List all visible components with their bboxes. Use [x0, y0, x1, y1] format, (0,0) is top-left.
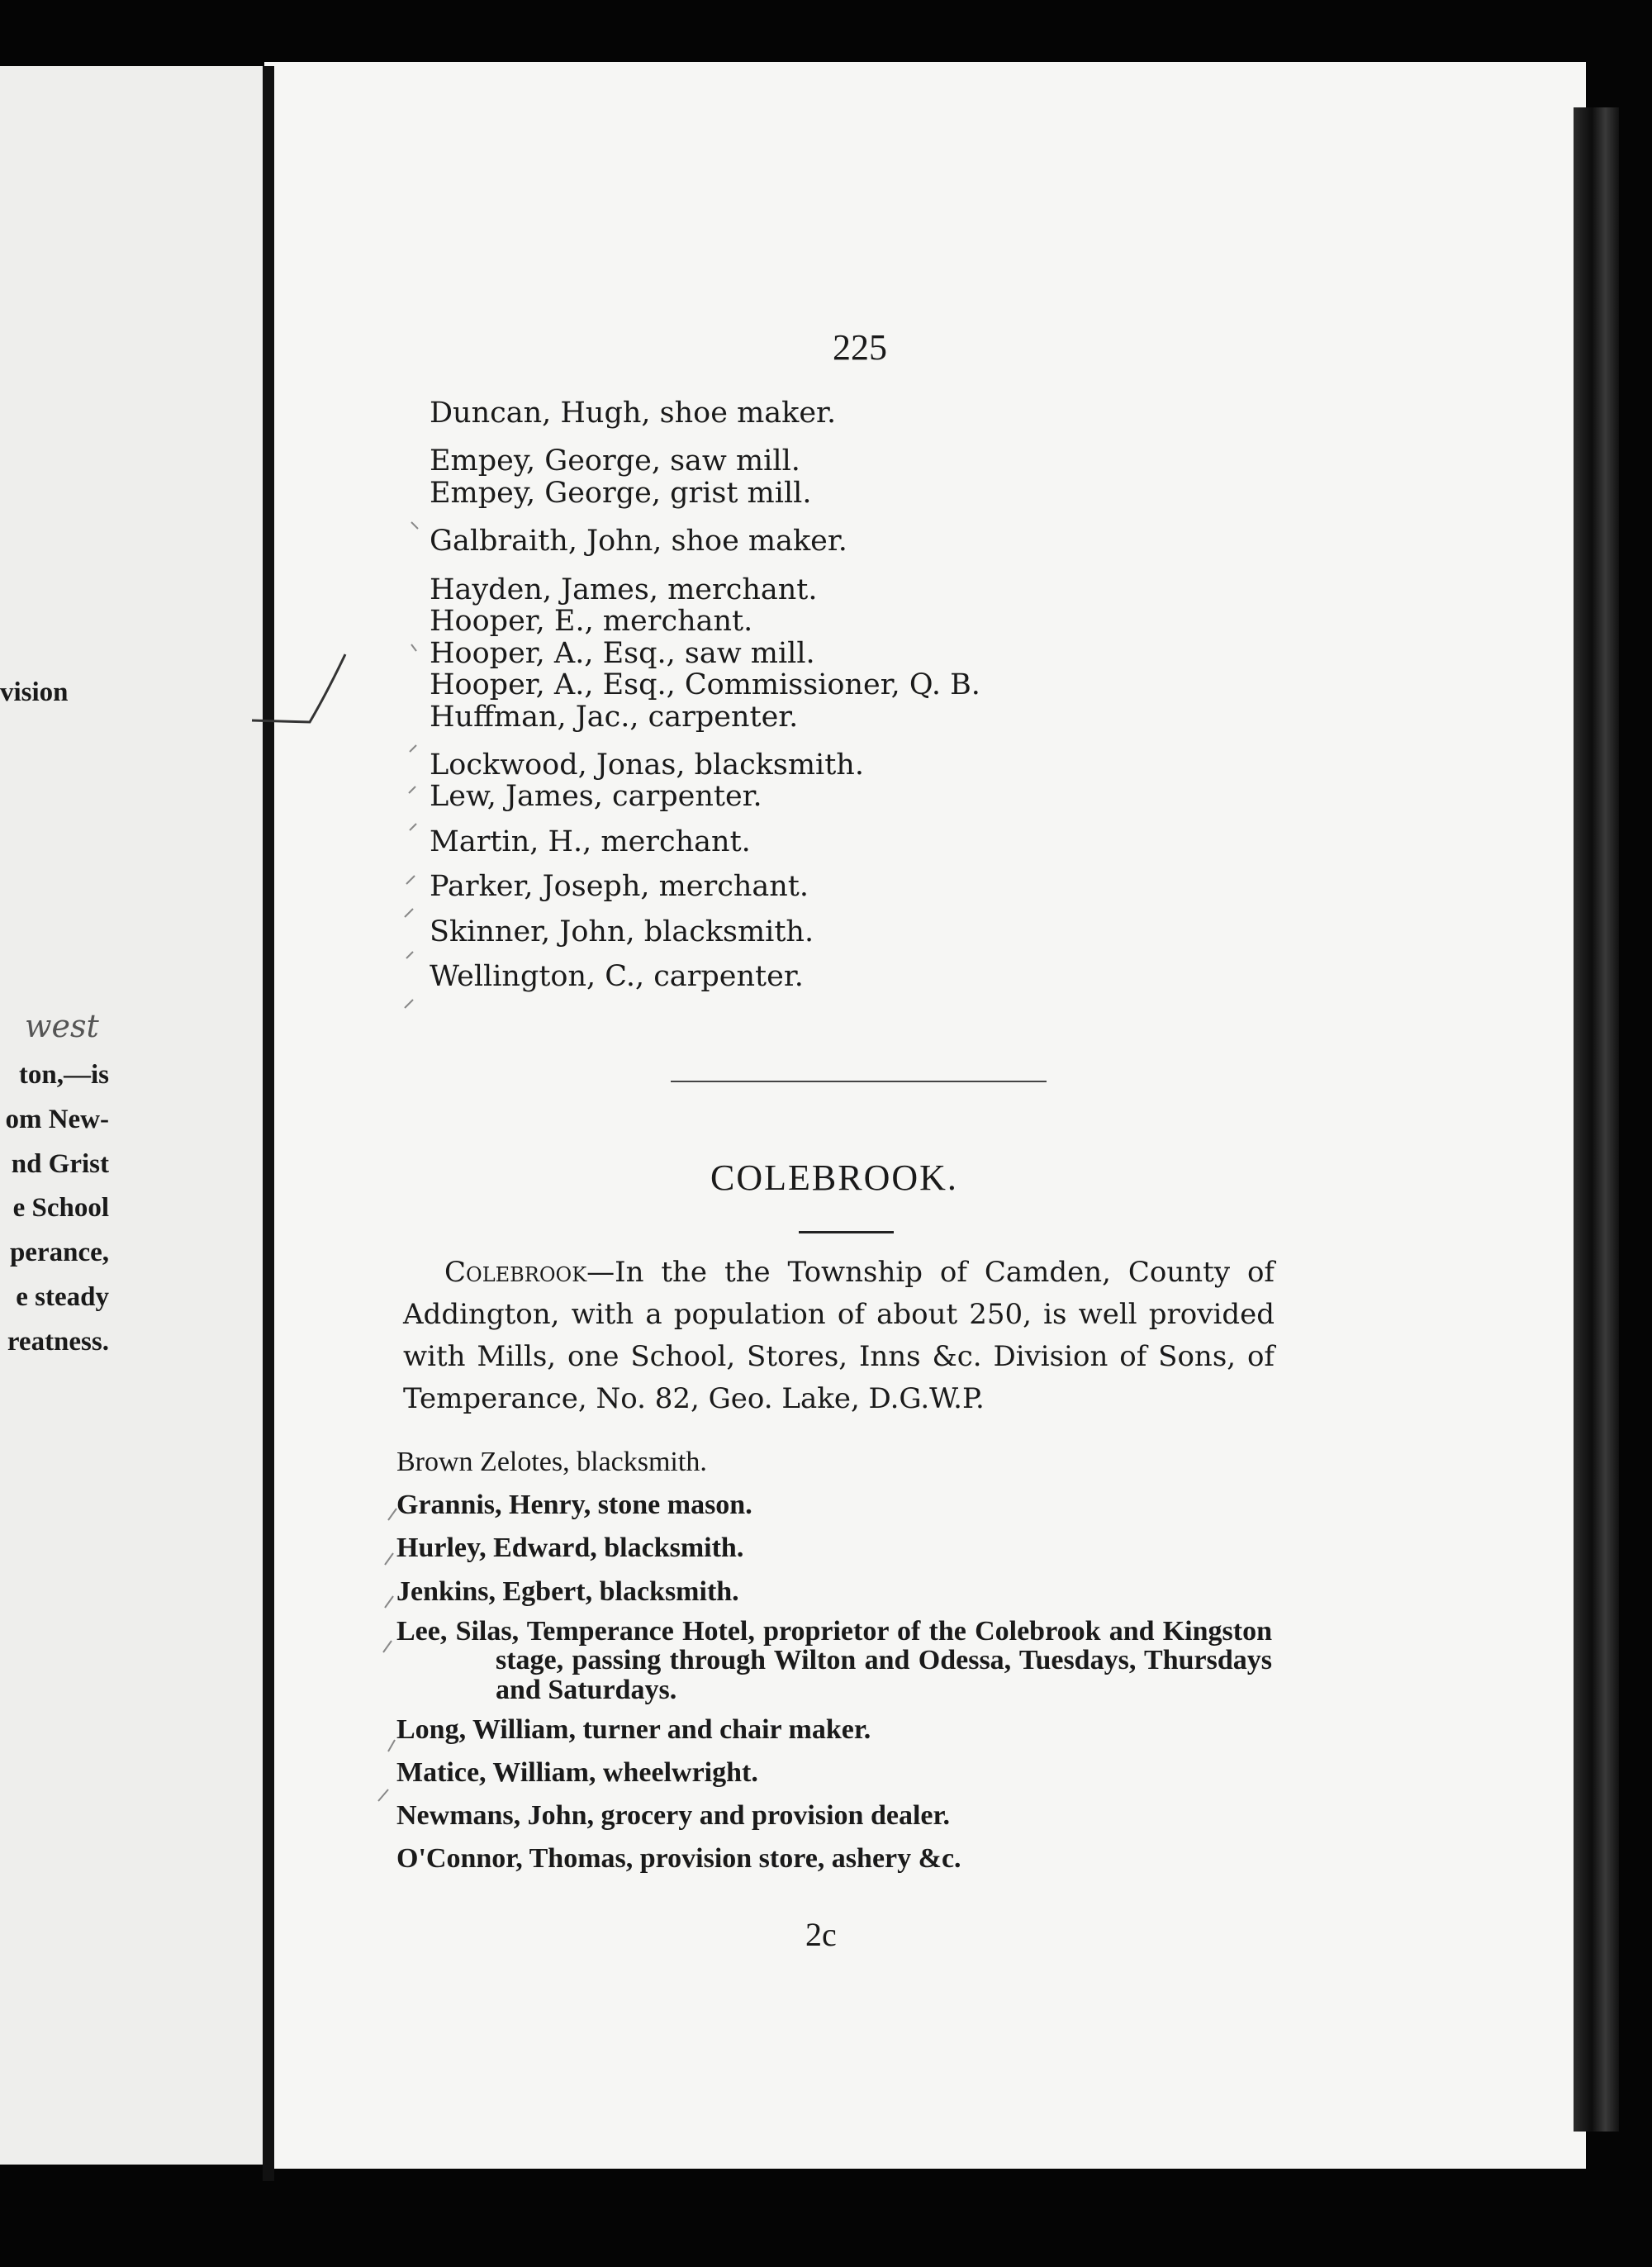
directory-list-upper [430, 395, 1024, 1000]
list-item: Galbraith, John, shoe maker. [430, 525, 847, 558]
facing-page-line: perance, [9, 1238, 109, 1268]
facing-page-line: ton,—is [18, 1060, 109, 1090]
list-item: Matice, William, wheelwright. [396, 1757, 758, 1788]
signature-mark: 2c [805, 1916, 837, 1953]
section-intro [403, 1252, 1275, 1420]
list-item: Martin, H., merchant. [430, 825, 751, 858]
tick-marks [363, 512, 430, 1834]
list-item: Newmans, John, grocery and provision dealer. [396, 1800, 950, 1832]
directory-list-lower [396, 1444, 1272, 1884]
facing-page-line: e School [12, 1193, 109, 1224]
handwritten-annotation: west [25, 1008, 99, 1044]
list-item: Jenkins, Egbert, blacksmith. [396, 1575, 739, 1607]
list-item: Hooper, A., Esq., saw mill. [430, 636, 815, 670]
facing-page-line: nd Grist [11, 1148, 109, 1179]
list-item: Hooper, A., Esq., Commissioner, Q. B. [430, 668, 980, 702]
list-item: Empey, George, saw mill. [430, 444, 800, 478]
section-divider [671, 1081, 1047, 1082]
list-item: Hurley, Edward, blacksmith. [396, 1533, 744, 1564]
list-item: Wellington, C., carpenter. [430, 960, 804, 994]
list-item: Huffman, Jac., carpenter. [430, 700, 799, 734]
list-item: Hayden, James, merchant. [430, 573, 818, 606]
list-item: Lee, Silas, Temperance Hotel, proprietor of the Colebrook and Kingston stage, passing through Wilton and Odessa, Tuesdays, Thursdays and Saturdays. [396, 1615, 1272, 1706]
list-item: Skinner, John, blacksmith. [430, 915, 814, 948]
list-item: Lockwood, Jonas, blacksmith. [430, 748, 864, 782]
list-item: Long, William, turner and chair maker. [396, 1713, 871, 1745]
list-item: O'Connor, Thomas, provision store, ashery &c. [396, 1843, 961, 1875]
list-item: Brown Zelotes, blacksmith. [396, 1447, 707, 1477]
list-item: Grannis, Henry, stone mason. [396, 1490, 752, 1521]
list-item: Empey, George, grist mill. [430, 476, 812, 510]
page-number: 225 [833, 327, 887, 368]
facing-page-text [0, 1053, 109, 1364]
list-item: Parker, Joseph, merchant. [430, 870, 809, 904]
intro-lead: Colebrook [444, 1256, 587, 1289]
facing-page-line: reatness. [7, 1326, 109, 1357]
page-edge [1574, 107, 1619, 2132]
facing-page-line: e steady [16, 1281, 109, 1312]
intro-text: —In the the Township of Camden, County of Addington, with a population of about 250, is well provided with Mills, one School, Stores, Inns &c. Division of Sons, of Temperance, No. 82, Geo. Lake, D.G.W.P. [403, 1256, 1275, 1415]
facing-page-line: om New- [5, 1104, 109, 1134]
check-mark-annotation [248, 644, 355, 735]
heading-underline [799, 1231, 894, 1233]
section-heading: COLEBROOK. [710, 1157, 958, 1198]
book-gutter [263, 66, 274, 2181]
facing-page [0, 66, 268, 2165]
list-item: Duncan, Hugh, shoe maker. [430, 397, 837, 430]
list-item: Hooper, E., merchant. [430, 605, 753, 639]
list-item: Lew, James, carpenter. [430, 780, 762, 814]
facing-page-fragment: vision [0, 677, 69, 707]
